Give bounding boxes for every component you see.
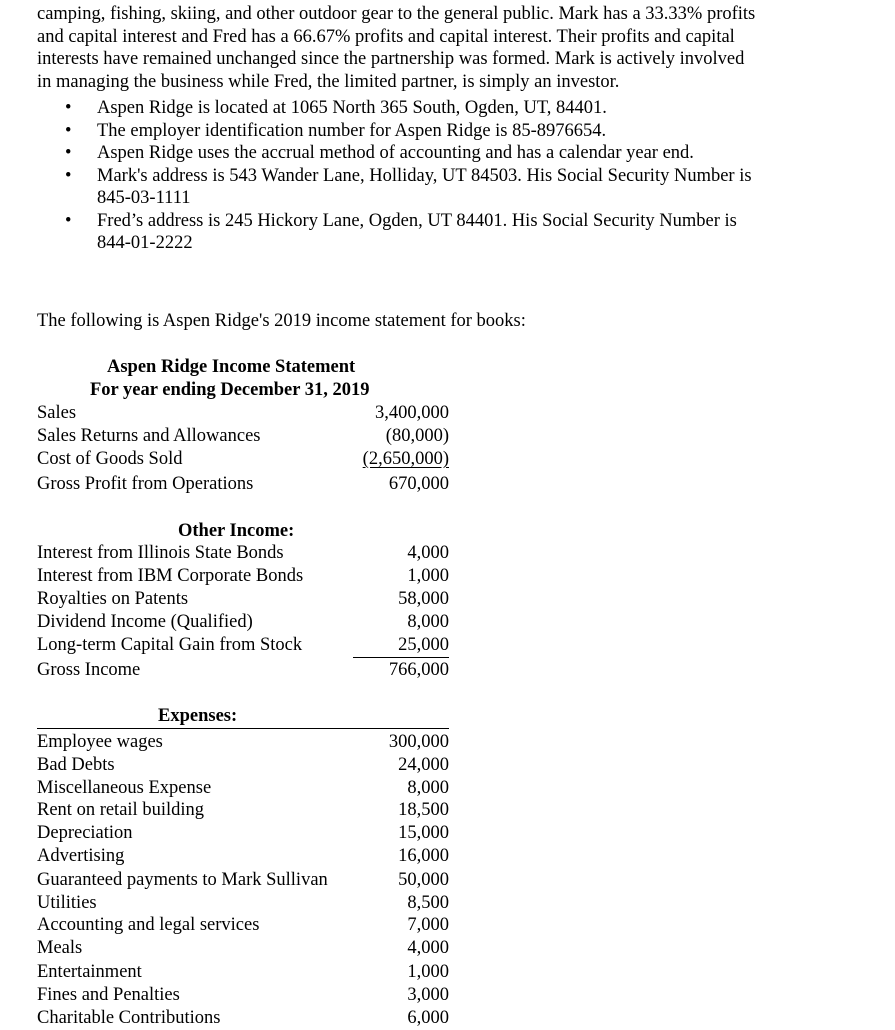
row-value: (80,000) xyxy=(385,426,449,446)
bullet-icon: • xyxy=(65,165,72,186)
list-item: • The employer identification number for Aspen Ridge is 85-8976654. xyxy=(65,120,607,141)
row-label: Dividend Income (Qualified) xyxy=(37,612,253,632)
statement-row xyxy=(37,754,449,777)
row-label: Depreciation xyxy=(37,823,133,843)
row-label: Advertising xyxy=(37,846,125,866)
row-value: 25,000 xyxy=(398,635,449,655)
row-value: 18,500 xyxy=(398,800,449,820)
bullet-icon: • xyxy=(65,98,72,118)
row-label: Sales xyxy=(37,403,77,423)
row-value: 1,000 xyxy=(407,962,449,982)
expenses-heading: Expenses: xyxy=(158,706,238,726)
row-value: 58,000 xyxy=(398,589,449,609)
statement-row xyxy=(37,799,449,822)
row-value: 7,000 xyxy=(407,915,449,935)
row-value: (2,650,000) xyxy=(362,449,449,469)
statement-row xyxy=(37,822,449,845)
statement-row xyxy=(37,588,449,611)
statement-row xyxy=(37,984,449,1007)
statement-row xyxy=(37,611,449,634)
row-label: Meals xyxy=(37,938,83,958)
row-value: 50,000 xyxy=(398,870,449,890)
list-item: • Fred’s address is 245 Hickory Lane, Ogden, UT 84401. His Social Security Number is 844-01-2222 xyxy=(65,210,737,253)
row-value: 300,000 xyxy=(388,732,449,752)
statement-row xyxy=(37,961,449,984)
row-label: Miscellaneous Expense xyxy=(37,778,212,798)
row-value: 24,000 xyxy=(398,755,449,775)
intro-line: interests have remained unchanged since the partnership was formed. Mark is actively involved xyxy=(37,49,745,69)
list-item: • Aspen Ridge uses the accrual method of accounting and has a calendar year end. xyxy=(65,143,694,163)
row-label: Sales Returns and Allowances xyxy=(37,426,261,446)
bullet-icon: • xyxy=(65,143,72,163)
row-value: 4,000 xyxy=(407,938,449,958)
row-label: Gross Income xyxy=(37,660,141,680)
intro-line: and capital interest and Fred has a 66.67% profits and capital interest. Their profits and capital xyxy=(37,26,735,47)
row-value: 15,000 xyxy=(398,823,449,843)
row-label: Interest from IBM Corporate Bonds xyxy=(37,566,304,586)
statement-row xyxy=(37,473,449,496)
intro-line: in managing the business while Fred, the limited partner, is simply an investor. xyxy=(37,71,620,92)
row-value: 8,000 xyxy=(407,612,449,632)
statement-row xyxy=(37,731,449,754)
facts-list xyxy=(37,97,837,255)
row-label: Rent on retail building xyxy=(37,800,204,820)
row-value: 16,000 xyxy=(398,846,449,866)
row-label: Fines and Penalties xyxy=(37,985,180,1005)
subtotal-rule xyxy=(353,657,449,658)
statement-row xyxy=(37,892,449,915)
row-value: 3,000 xyxy=(407,985,449,1005)
statement-row xyxy=(37,914,449,937)
statement-row xyxy=(37,542,449,565)
bullet-icon: • xyxy=(65,120,72,141)
row-label: Bad Debts xyxy=(37,755,115,775)
statement-row xyxy=(37,448,449,471)
statement-row xyxy=(37,1007,449,1030)
row-value: 1,000 xyxy=(407,566,449,586)
row-value: 8,000 xyxy=(407,778,449,798)
bullet-icon: • xyxy=(65,210,72,231)
statement-row xyxy=(37,402,449,425)
row-label: Employee wages xyxy=(37,732,163,752)
row-label: Guaranteed payments to Mark Sullivan xyxy=(37,870,328,890)
list-item: • Mark's address is 543 Wander Lane, Holliday, UT 84503. His Social Security Number is 845-03-1111 xyxy=(65,165,752,208)
statement-row xyxy=(37,565,449,588)
row-label: Utilities xyxy=(37,893,97,913)
list-item: • Aspen Ridge is located at 1065 North 365 South, Ogden, UT, 84401. xyxy=(65,98,607,118)
intro-line: camping, fishing, skiing, and other outdoor gear to the general public. Mark has a 33.33% profits xyxy=(37,4,756,24)
row-label: Accounting and legal services xyxy=(37,915,260,935)
statement-row xyxy=(37,937,449,960)
statement-row xyxy=(37,659,449,682)
statement-row xyxy=(37,425,449,448)
row-value: 670,000 xyxy=(388,474,449,494)
statement-intro: The following is Aspen Ridge's 2019 income statement for books: xyxy=(37,311,526,331)
row-value: 766,000 xyxy=(388,660,449,680)
row-label: Interest from Illinois State Bonds xyxy=(37,543,284,563)
row-label: Gross Profit from Operations xyxy=(37,474,254,494)
intro-paragraph xyxy=(37,3,827,93)
row-value: 8,500 xyxy=(407,893,449,913)
statement-row xyxy=(37,777,449,800)
row-value: 6,000 xyxy=(407,1008,449,1028)
row-value: 3,400,000 xyxy=(375,403,449,423)
statement-title: Aspen Ridge Income Statement xyxy=(107,357,356,377)
statement-subtitle: For year ending December 31, 2019 xyxy=(90,380,370,400)
statement-row xyxy=(37,634,449,657)
row-label: Long-term Capital Gain from Stock xyxy=(37,635,303,655)
statement-row xyxy=(37,845,449,868)
statement-row xyxy=(37,869,449,892)
row-label: Charitable Contributions xyxy=(37,1008,221,1028)
row-label: Cost of Goods Sold xyxy=(37,449,183,469)
expenses-heading-rule xyxy=(37,728,449,729)
row-label: Entertainment xyxy=(37,962,142,982)
row-value: 4,000 xyxy=(407,543,449,563)
other-income-heading: Other Income: xyxy=(178,521,295,541)
row-label: Royalties on Patents xyxy=(37,589,189,609)
